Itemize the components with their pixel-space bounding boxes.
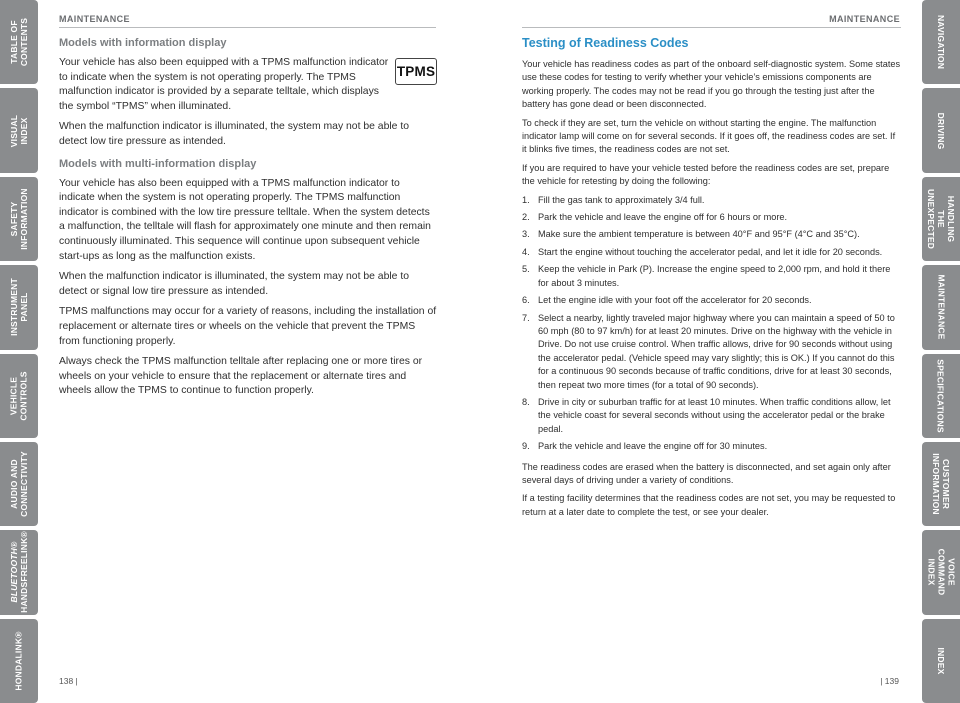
step-text: Fill the gas tank to approximately 3/4 full. [538, 194, 705, 205]
step-number: 9. [522, 441, 530, 452]
multi-info-display-heading: Models with multi-information display [59, 157, 257, 170]
paragraph: If a testing facility determines that the readiness codes are not set, you may be requested to return at a later date to complete the test, or see your dealer. [522, 493, 896, 517]
tab-specifications[interactable] [922, 354, 960, 438]
tab-label: TABLE OF CONTENTS [9, 18, 30, 67]
tab-customer-information[interactable] [922, 442, 960, 526]
info-display-section [59, 37, 437, 150]
tab-label: CUSTOMER INFORMATION [931, 453, 952, 515]
paragraph: When the malfunction indicator is illuminated, the system may not be able to detect or signal low tire pressure as intended. [59, 271, 409, 297]
step-text: Let the engine idle with your foot off the accelerator for 20 seconds. [538, 295, 812, 306]
left-page [59, 37, 437, 405]
tab-label: MAINTENANCE [936, 274, 947, 340]
list-item [522, 440, 902, 453]
tpms-symbol: TPMS [396, 64, 436, 79]
left-section-tabs [0, 0, 38, 703]
list-item [522, 312, 902, 392]
paragraph: Your vehicle has readiness codes as part of the onboard self-diagnostic system. Some states use these codes for testing to verify whether your vehicle’s emissions components are working properly. The codes may not be read if you go through the testing just after the battery has gone dead or been disconnected. [522, 59, 901, 110]
step-text: Park the vehicle and leave the engine off for 30 minutes. [538, 441, 768, 452]
paragraph: TPMS malfunctions may occur for a variety of reasons, including the installation of replacement or alternate tires or wheels on the vehicle that prevent the TPMS from functioning properly. [59, 306, 437, 347]
list-item [522, 396, 902, 436]
info-display-heading: Models with information display [59, 37, 227, 49]
tab-driving[interactable] [922, 88, 960, 172]
tab-label: BLUETOOTH® HANDSFREELINK® [9, 531, 30, 614]
list-item [522, 194, 902, 207]
tab-safety-information[interactable] [0, 177, 38, 261]
step-number: 4. [522, 246, 530, 257]
left-running-header: MAINTENANCE [59, 14, 130, 24]
paragraph: If you are required to have your vehicle tested before the readiness codes are set, prepare the vehicle for retesting by doing the following: [522, 162, 890, 187]
step-text: Drive in city or suburban traffic for at least 10 minutes. When traffic conditions allow, let the vehicle coast for several seconds without using the accelerator pedal or the brake pedal. [538, 396, 891, 434]
tab-label: AUDIO AND CONNECTIVITY [9, 451, 29, 517]
tab-table-of-contents[interactable] [0, 0, 38, 84]
retest-steps-list [522, 194, 902, 454]
tab-label: DRIVING [936, 112, 946, 149]
tab-label: HONDALINK® [14, 631, 25, 691]
tab-label: VEHICLE CONTROLS [9, 371, 30, 421]
paragraph: The readiness codes are erased when the battery is disconnected, and set again only after several days of driving under a variety of conditions. [522, 461, 891, 485]
step-text: Park the vehicle and leave the engine off for 6 hours or more. [538, 212, 788, 223]
paragraph: Always check the TPMS malfunction telltale after replacing one or more tires or wheels on your vehicle to ensure that the replacement or alternate tires and wheels allow the TPMS to continue to function properly. [59, 356, 423, 397]
list-item [522, 211, 902, 224]
right-page-number: | 139 [880, 676, 899, 686]
right-running-header: MAINTENANCE [829, 14, 900, 24]
tab-label: SPECIFICATIONS [936, 358, 947, 433]
tab-label: INSTRUMENT PANEL [9, 278, 30, 337]
list-item [522, 263, 902, 290]
step-text: Make sure the ambient temperature is between 40°F and 95°F (4°C and 35°C). [538, 229, 860, 240]
paragraph: Your vehicle has also been equipped with a TPMS malfunction indicator to indicate when the system is not operating properly. The TPMS malfunction indicator is provided by a separate telltale, which displays the symbol “TPMS” when illuminated. [59, 57, 389, 112]
tab-handling-the-unexpected[interactable] [922, 177, 960, 261]
tab-index[interactable] [922, 619, 960, 703]
list-item [522, 228, 902, 241]
tab-label: VISUAL INDEX [9, 114, 29, 147]
tab-hondalink[interactable] [0, 619, 38, 703]
tab-bluetooth-handsfreelink[interactable] [0, 530, 38, 614]
tab-label: INDEX [936, 647, 946, 675]
list-item [522, 246, 902, 259]
step-number: 2. [522, 212, 530, 223]
step-text: Keep the vehicle in Park (P). Increase the engine speed to 2,000 rpm, and hold it there for about 3 minutes. [538, 264, 891, 288]
list-item [522, 294, 902, 307]
tab-navigation[interactable] [922, 0, 960, 84]
paragraph: To check if they are set, turn the vehicle on without starting the engine. The malfunction indicator lamp will come on for several seconds. If it goes off, the readiness codes are set. If it blinks five times, the readiness codes are not set. [522, 117, 896, 155]
right-section-tabs [922, 0, 960, 703]
section-title: Testing of Readiness Codes [522, 36, 689, 50]
multi-info-display-section [59, 158, 437, 399]
tab-label: HANDLING THE UNEXPECTED [926, 188, 956, 249]
tab-visual-index[interactable] [0, 88, 38, 172]
step-number: 1. [522, 194, 530, 205]
step-text: Select a nearby, lightly traveled major highway where you can maintain a speed of 50 to 60 mph (80 to 97 km/h) for at least 20 minutes. Drive on the highway with the vehicle in Drive. Do not use cruise control. When traffic allows, drive for 90 seconds without using the accelerator pedal. (Vehicle speed may vary slightly; this is OK.) If you cannot do this for a continuous 90 seconds because of traffic conditions, drive for at least 30 seconds, then repeat two more times (for a total of 90 seconds). [538, 312, 895, 390]
tpms-telltale-icon [395, 58, 437, 85]
tab-label: VOICE COMMAND INDEX [926, 549, 957, 596]
paragraph: When the malfunction indicator is illuminated, the system may not be able to detect low tire pressure as intended. [59, 121, 409, 147]
step-text: Start the engine without touching the accelerator pedal, and let it idle for 20 seconds. [538, 246, 883, 257]
tab-voice-command-index[interactable] [922, 530, 960, 614]
right-page [522, 37, 902, 524]
tab-audio-and-connectivity[interactable] [0, 442, 38, 526]
step-number: 8. [522, 396, 530, 407]
step-number: 3. [522, 229, 530, 240]
tab-label: NAVIGATION [936, 15, 947, 70]
paragraph: Your vehicle has also been equipped with a TPMS malfunction indicator to indicate when the system is not operating properly. The TPMS malfunction indicator is combined with the low tire pressure telltale. When the system detects a malfunction, the telltale will flash for approximately one minute and then remain continuously illuminated. This sequence will continue upon subsequent vehicle start-ups as long as the malfunction exists. [59, 177, 431, 262]
step-number: 5. [522, 264, 530, 275]
step-number: 7. [522, 312, 530, 323]
left-page-number: 138 | [59, 676, 78, 686]
tab-vehicle-controls[interactable] [0, 354, 38, 438]
tab-instrument-panel[interactable] [0, 265, 38, 349]
left-header-rule [59, 27, 436, 28]
tab-maintenance[interactable] [922, 265, 960, 349]
tab-label: SAFETY INFORMATION [9, 188, 30, 250]
step-number: 6. [522, 295, 530, 306]
right-header-rule [522, 27, 901, 28]
